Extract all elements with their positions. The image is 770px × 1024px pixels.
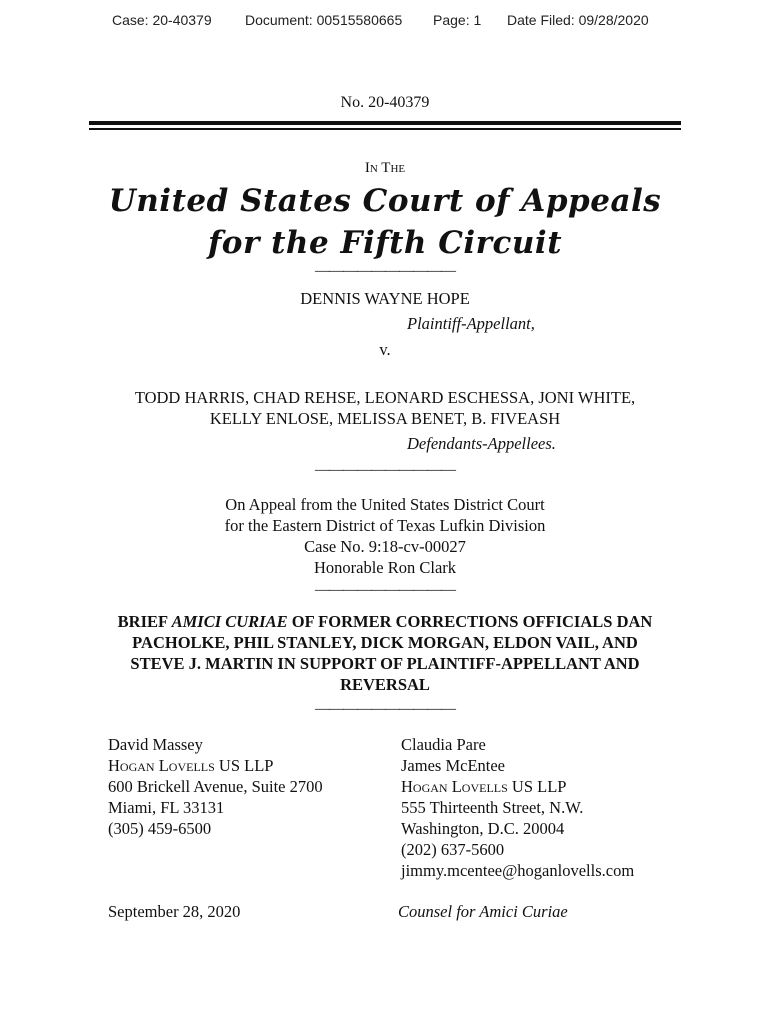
counsel-right-address2: Washington, D.C. 20004 <box>401 819 565 838</box>
plaintiff-name: DENNIS WAYNE HOPE <box>300 289 470 308</box>
separator-4: —————————— <box>315 701 455 717</box>
brief-line1-rest: OF FORMER CORRECTIONS OFFICIALS DAN <box>287 612 653 631</box>
counsel-left <box>108 734 323 839</box>
court-title-line1: United States Court of Appeals <box>108 183 662 219</box>
counsel-right-email: jimmy.mcentee@hoganlovells.com <box>401 861 635 880</box>
filing-date: September 28, 2020 <box>108 902 241 921</box>
header-page: Page: 1 <box>433 12 482 28</box>
counsel-left-address2: Miami, FL 33131 <box>108 798 225 817</box>
counsel-left-address1: 600 Brickell Avenue, Suite 2700 <box>108 777 323 796</box>
appeal-case-no: Case No. 9:18-cv-00027 <box>304 537 466 556</box>
defendants-line1: TODD HARRIS, CHAD REHSE, LEONARD ESCHESSA, JONI WHITE, <box>134 388 636 407</box>
counsel-right-phone: (202) 637-5600 <box>401 840 505 859</box>
header-date-filed: Date Filed: 09/28/2020 <box>507 12 649 28</box>
in-the-label: In The <box>364 160 406 176</box>
brief-prefix: BRIEF <box>117 612 172 631</box>
counsel-left-name: David Massey <box>108 735 203 754</box>
appeal-line1: On Appeal from the United States District Court <box>225 495 545 514</box>
separator-3: —————————— <box>315 582 455 598</box>
counsel-right-name2: James McEntee <box>401 756 506 775</box>
court-title-line2: for the Fifth Circuit <box>207 225 563 261</box>
brief-title <box>0 611 770 695</box>
divider-rule-thin <box>89 128 681 130</box>
case-number: No. 20-40379 <box>340 94 430 111</box>
divider-rule-thick <box>89 121 681 125</box>
counsel-right-address1: 555 Thirteenth Street, N.W. <box>401 798 584 817</box>
header-document: Document: 00515580665 <box>245 12 403 28</box>
brief-title-line2: PACHOLKE, PHIL STANLEY, DICK MORGAN, ELDON VAIL, AND <box>132 633 638 652</box>
counsel-right <box>401 734 634 881</box>
brief-title-line4: REVERSAL <box>340 675 430 694</box>
counsel-right-name1: Claudia Pare <box>401 735 486 754</box>
defendants-role: Defendants-Appellees. <box>407 434 556 453</box>
header-case: Case: 20-40379 <box>112 12 212 28</box>
versus: v. <box>379 340 391 359</box>
counsel-left-firm: Hogan Lovells US LLP <box>108 756 274 775</box>
brief-title-line1 <box>0 611 770 632</box>
counsel-right-firm: Hogan Lovells US LLP <box>401 777 567 796</box>
counsel-for-label: Counsel for Amici Curiae <box>398 902 568 921</box>
court-title <box>0 180 770 264</box>
separator-1: —————————— <box>315 263 455 279</box>
separator-2: —————————— <box>315 462 455 478</box>
defendants-line2: KELLY ENLOSE, MELISSA BENET, B. FIVEASH <box>209 409 561 428</box>
appeal-judge: Honorable Ron Clark <box>313 558 457 577</box>
counsel-left-phone: (305) 459-6500 <box>108 819 212 838</box>
brief-title-line3: STEVE J. MARTIN IN SUPPORT OF PLAINTIFF-APPELLANT AND <box>130 654 640 673</box>
plaintiff-role: Plaintiff-Appellant, <box>407 314 535 333</box>
appeal-line2: for the Eastern District of Texas Lufkin Division <box>224 516 546 535</box>
brief-amici: AMICI CURIAE <box>171 612 288 631</box>
